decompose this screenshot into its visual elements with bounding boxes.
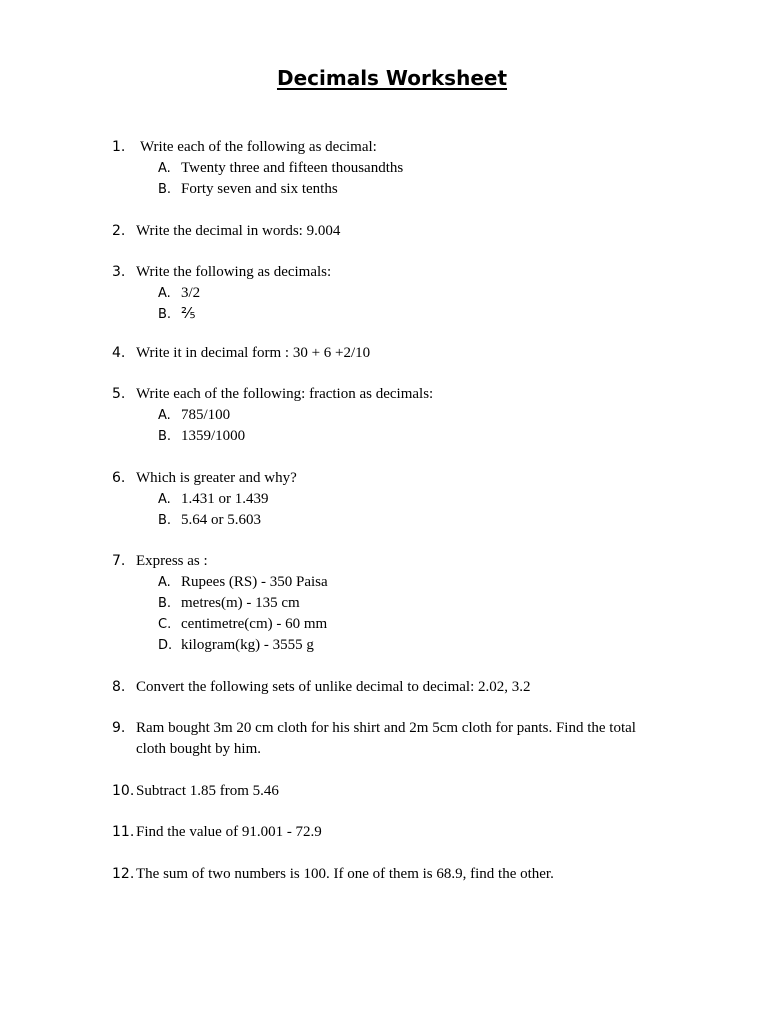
sub-item-text: 785/100 xyxy=(181,407,231,423)
sub-item-text: 1359/1000 xyxy=(181,428,246,444)
question-text: Find the value of 91.001 - 72.9 xyxy=(136,824,322,840)
question-2 xyxy=(112,221,672,242)
page-title: Decimals Worksheet xyxy=(276,66,508,90)
sub-item-text: Twenty three and fifteen thousandths xyxy=(181,160,404,176)
question-text: The sum of two numbers is 100. If one of them is 68.9, find the other. xyxy=(136,866,554,882)
question-5 xyxy=(112,384,672,447)
question-text: Which is greater and why? xyxy=(136,470,297,486)
sub-item-text: ⅖ xyxy=(181,306,196,322)
sub-item-letter: A. xyxy=(158,161,171,176)
sub-item xyxy=(158,593,672,614)
sub-item xyxy=(158,426,672,447)
question-4 xyxy=(112,343,672,364)
question-number: 11. xyxy=(112,824,135,840)
question-text: Write the decimal in words: 9.004 xyxy=(136,223,341,239)
sub-item xyxy=(158,572,672,593)
sub-item-text: kilogram(kg) - 3555 g xyxy=(181,637,314,653)
question-number: 9. xyxy=(112,720,126,736)
question-3 xyxy=(112,262,672,325)
question-text: Write it in decimal form : 30 + 6 +2/10 xyxy=(136,345,371,361)
question-text: Ram bought 3m 20 cm cloth for his shirt and 2m 5cm cloth for pants. Find the total cloth bought by him. xyxy=(136,720,636,757)
sub-item-letter: B. xyxy=(158,429,172,444)
sub-item-letter: B. xyxy=(158,513,172,528)
sub-item xyxy=(158,283,672,304)
sub-item xyxy=(158,179,672,200)
question-10 xyxy=(112,781,672,802)
sub-item-text: centimetre(cm) - 60 mm xyxy=(181,616,328,632)
question-number: 6. xyxy=(112,470,126,486)
question-number: 7. xyxy=(112,553,126,569)
question-9 xyxy=(112,718,657,760)
sub-item xyxy=(158,489,672,510)
sub-item xyxy=(158,614,672,635)
question-number: 8. xyxy=(112,679,126,695)
sub-item xyxy=(158,304,672,325)
question-number: 4. xyxy=(112,345,126,361)
question-number: 2. xyxy=(112,223,126,239)
question-text: Write each of the following: fraction as decimals: xyxy=(136,386,434,402)
sub-item-text: Rupees (RS) - 350 Paisa xyxy=(181,574,328,590)
question-1 xyxy=(112,137,672,200)
sub-item-letter: A. xyxy=(158,575,171,590)
sub-item-letter: B. xyxy=(158,307,172,322)
sub-item xyxy=(158,405,672,426)
question-text: Write each of the following as decimal: xyxy=(140,139,377,155)
sub-item-text: 1.431 or 1.439 xyxy=(181,491,269,507)
sub-item-text: metres(m) - 135 cm xyxy=(181,595,300,611)
question-number: 12. xyxy=(112,866,135,882)
sub-item-text: Forty seven and six tenths xyxy=(181,181,338,197)
sub-item-text: 3/2 xyxy=(181,285,201,301)
sub-item-letter: B. xyxy=(158,596,172,611)
question-number: 3. xyxy=(112,264,126,280)
question-text: Convert the following sets of unlike decimal to decimal: 2.02, 3.2 xyxy=(136,679,531,695)
sub-item-text: 5.64 or 5.603 xyxy=(181,512,261,528)
question-text: Write the following as decimals: xyxy=(136,264,332,280)
question-number: 1. xyxy=(112,139,126,155)
question-number: 10. xyxy=(112,783,135,799)
sub-item-letter: A. xyxy=(158,492,171,507)
sub-item-letter: A. xyxy=(158,408,171,423)
question-8 xyxy=(112,677,672,698)
question-11 xyxy=(112,822,672,843)
question-7 xyxy=(112,551,672,656)
question-12 xyxy=(112,864,672,885)
sub-item xyxy=(158,510,672,531)
question-number: 5. xyxy=(112,386,126,402)
sub-item xyxy=(158,635,672,656)
question-text: Subtract 1.85 from 5.46 xyxy=(136,783,279,799)
sub-item xyxy=(158,158,672,179)
sub-item-letter: C. xyxy=(158,617,172,632)
question-6 xyxy=(112,468,672,531)
question-text: Express as : xyxy=(136,553,208,569)
sub-item-letter: B. xyxy=(158,182,172,197)
sub-item-letter: A. xyxy=(158,286,171,301)
sub-item-letter: D. xyxy=(158,638,173,653)
